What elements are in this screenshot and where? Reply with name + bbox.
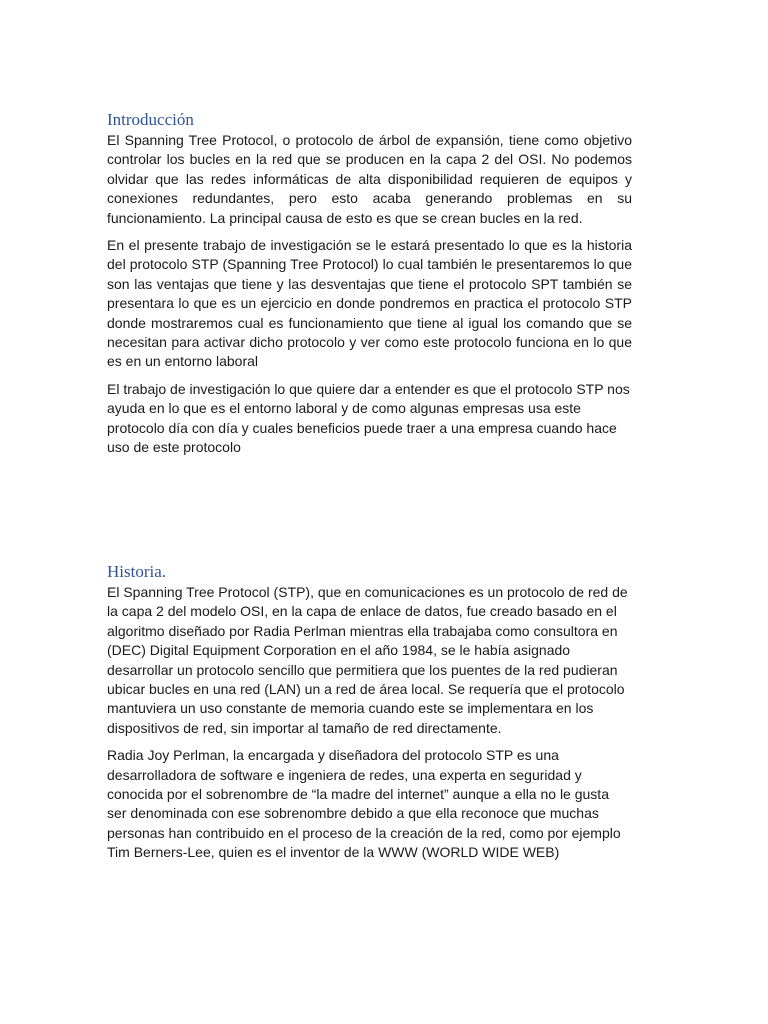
heading-introduccion: Introducción <box>107 110 194 129</box>
historia-paragraph-2: Radia Joy Perlman, la encargada y diseñadora del protocolo STP es una desarrolladora de software e ingeniera de redes, una experta en seguridad y conocida por el sobrenombre de “la madre del internet” aunque a ella no le gusta ser denominada con ese sobrenombre debido a que ella reconoce que muchas personas han contribuido en el proceso de la creación de la red, como por ejemplo Tim Berners-Lee, quien es el inventor de la WWW (WORLD WIDE WEB) <box>107 747 621 861</box>
heading-historia: Historia. <box>107 562 167 581</box>
historia-paragraph-1: El Spanning Tree Protocol (STP), que en comunicaciones es un protocolo de red de la capa 2 del modelo OSI, en la capa de enlace de datos, fue creado basado en el algoritmo diseñado por Radia Perlman mientras ella trabajaba como consultora en (DEC) Digital Equipment Corporation en el año 1984, se le había asignado desarrollar un protocolo sencillo que permitiera que los puentes de la red pudieran ubicar bucles en una red (LAN) un a red de área local. Se requería que el protocolo mantuviera un uso constante de memoria cuando este se implementara en los dispositivos de red, sin importar al tamaño de red directamente. <box>107 584 628 736</box>
intro-paragraph-2: En el presente trabajo de investigación se le estará presentado lo que es la historia del protocolo STP (Spanning Tree Protocol) lo cual también le presentaremos lo que son las ventajas que tiene y las desventajas que tiene el protocolo SPT también se presentara lo que es un ejercicio en donde pondremos en practica el protocolo STP donde mostraremos cual es funcionamiento que tiene al igual los comando que se necesitan para activar dicho protocolo y ver como este protocolo funciona en lo que es en un entorno laboral <box>107 237 632 370</box>
section-introduccion <box>107 110 632 466</box>
intro-paragraph-3: El trabajo de investigación lo que quiere dar a entender es que el protocolo STP nos ayuda en lo que es el entorno laboral y de como algunas empresas usa este protocolo día con día y cuales beneficios puede traer a una empresa cuando hace uso de este protocolo <box>107 380 630 456</box>
intro-paragraph-1: El Spanning Tree Protocol, o protocolo de árbol de expansión, tiene como objetivo controlar los bucles en la red que se producen en la capa 2 del OSI. No podemos olvidar que las redes informáticas de alta disponibilidad requieren de equipos y conexiones redundantes, pero esto acaba generando problemas en su funcionamiento. La principal causa de esto es que se crean bucles en la red. <box>107 132 632 226</box>
section-historia <box>107 562 632 871</box>
